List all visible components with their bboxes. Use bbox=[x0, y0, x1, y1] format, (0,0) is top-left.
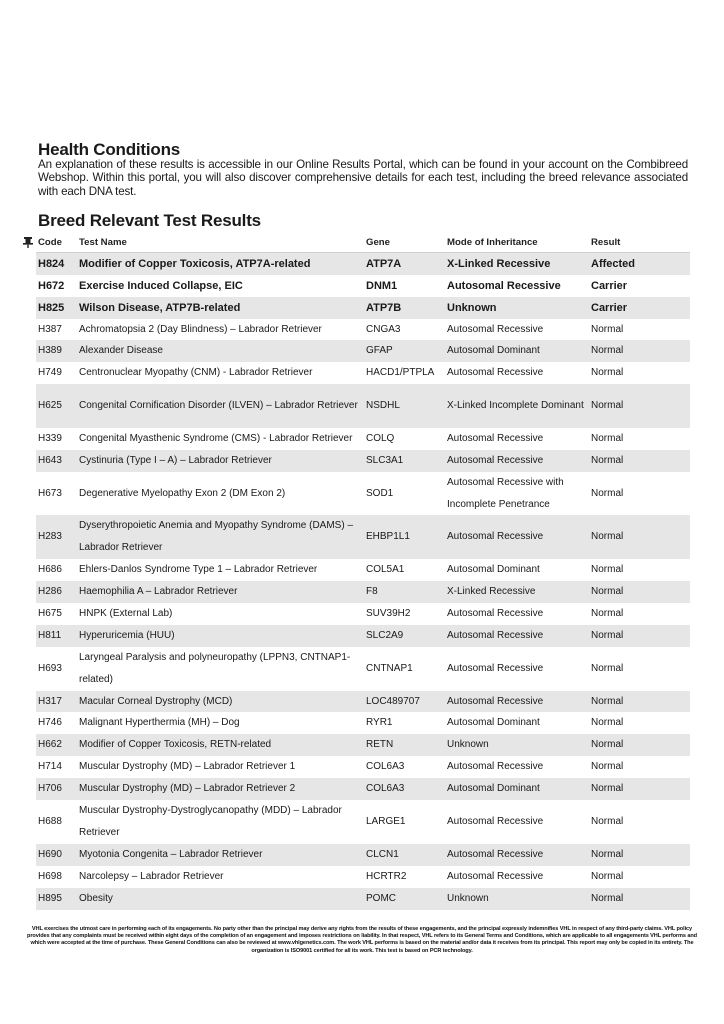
cell-gene: RETN bbox=[366, 739, 394, 750]
table-row bbox=[36, 625, 690, 647]
cell-gene: POMC bbox=[366, 893, 396, 904]
cell-result: Normal bbox=[591, 433, 624, 444]
cell-gene: LOC489707 bbox=[366, 695, 420, 707]
cell-result: Carrier bbox=[591, 302, 628, 314]
cell-test-name: Wilson Disease, ATP7B-related bbox=[79, 302, 241, 314]
cell-test-name: Centronuclear Myopathy (CNM) - Labrador Retriever bbox=[79, 367, 313, 378]
cell-result: Normal bbox=[591, 345, 624, 356]
table-row bbox=[36, 253, 690, 275]
cell-gene: SLC2A9 bbox=[366, 630, 404, 641]
cell-test-name: Muscular Dystrophy (MD) – Labrador Retriever 1 bbox=[79, 761, 296, 772]
cell-mode: Autosomal Dominant bbox=[447, 564, 540, 575]
cell-gene: GFAP bbox=[366, 345, 393, 356]
cell-code: H387 bbox=[38, 323, 62, 335]
cell-mode: X-Linked Recessive bbox=[447, 258, 551, 270]
cell-mode: Autosomal Recessive bbox=[447, 816, 544, 827]
cell-result: Normal bbox=[591, 849, 624, 860]
table-row bbox=[36, 559, 690, 581]
cell-test-name: Laryngeal Paralysis and polyneuropathy (LPPN3, CNTNAP1-related) bbox=[79, 652, 351, 685]
cell-test-name: Malignant Hyperthermia (MH) – Dog bbox=[79, 717, 240, 728]
table-row bbox=[36, 756, 690, 778]
cell-code: H825 bbox=[38, 302, 65, 314]
cell-gene: SLC3A1 bbox=[366, 455, 404, 466]
cell-mode: Autosomal Recessive bbox=[447, 455, 544, 466]
table-row bbox=[36, 581, 690, 603]
cell-result: Normal bbox=[591, 816, 624, 827]
cell-code: H662 bbox=[38, 739, 62, 750]
cell-code: H643 bbox=[38, 455, 62, 466]
table-row bbox=[36, 866, 690, 888]
cell-mode: Autosomal Recessive with Incomplete Penetrance bbox=[447, 476, 564, 510]
cell-gene: EHBP1L1 bbox=[366, 531, 410, 542]
cell-result: Normal bbox=[591, 871, 624, 882]
cell-gene: DNM1 bbox=[366, 280, 398, 292]
cell-test-name: Muscular Dystrophy (MD) – Labrador Retriever 2 bbox=[79, 783, 296, 794]
cell-code: H339 bbox=[38, 433, 62, 444]
cell-result: Normal bbox=[591, 717, 624, 728]
cell-test-name: Cystinuria (Type I – A) – Labrador Retriever bbox=[79, 455, 272, 466]
cell-mode: Autosomal Recessive bbox=[447, 849, 544, 860]
col-header-test-name: Test Name bbox=[79, 237, 127, 248]
cell-test-name: Obesity bbox=[79, 893, 113, 904]
table-row bbox=[36, 778, 690, 800]
cell-result: Normal bbox=[591, 323, 624, 335]
table-row bbox=[36, 603, 690, 625]
cell-gene: COL5A1 bbox=[366, 564, 405, 575]
results-table bbox=[36, 234, 690, 910]
cell-gene: COL6A3 bbox=[366, 761, 405, 772]
cell-code: H317 bbox=[38, 695, 62, 707]
cell-gene: ATP7B bbox=[366, 302, 402, 314]
cell-result: Normal bbox=[591, 783, 624, 794]
cell-mode: Autosomal Recessive bbox=[447, 630, 544, 641]
cell-test-name: Modifier of Copper Toxicosis, RETN-related bbox=[79, 739, 272, 750]
cell-test-name: Exercise Induced Collapse, EIC bbox=[79, 280, 243, 292]
cell-code: H706 bbox=[38, 783, 62, 794]
col-header-gene: Gene bbox=[366, 237, 390, 248]
cell-result: Normal bbox=[591, 893, 624, 904]
cell-mode: Autosomal Recessive bbox=[447, 871, 544, 882]
cell-test-name: Modifier of Copper Toxicosis, ATP7A-related bbox=[79, 258, 311, 270]
cell-result: Normal bbox=[591, 663, 624, 674]
cell-mode: X-Linked Incomplete Dominant bbox=[447, 400, 584, 411]
col-header-mode: Mode of Inheritance bbox=[447, 237, 538, 248]
cell-test-name: Ehlers-Danlos Syndrome Type 1 – Labrador Retriever bbox=[79, 564, 318, 575]
cell-test-name: Congenital Cornification Disorder (ILVEN) – Labrador Retriever bbox=[79, 400, 358, 411]
cell-gene: RYR1 bbox=[366, 717, 393, 728]
table-body bbox=[36, 253, 690, 910]
cell-test-name: HNPK (External Lab) bbox=[79, 608, 173, 619]
breed-results-title: Breed Relevant Test Results bbox=[38, 211, 261, 230]
table-row bbox=[36, 297, 690, 319]
cell-result: Normal bbox=[591, 531, 624, 542]
cell-mode: Unknown bbox=[447, 893, 489, 904]
cell-mode: Autosomal Recessive bbox=[447, 608, 544, 619]
cell-code: H286 bbox=[38, 586, 62, 597]
table-header bbox=[36, 234, 690, 253]
cell-test-name: Congenital Myasthenic Syndrome (CMS) - Labrador Retriever bbox=[79, 433, 353, 444]
cell-test-name: Myotonia Congenita – Labrador Retriever bbox=[79, 849, 263, 860]
cell-gene: F8 bbox=[366, 586, 378, 597]
cell-code: H686 bbox=[38, 564, 62, 575]
table-row bbox=[36, 691, 690, 712]
col-header-code: Code bbox=[38, 237, 62, 248]
cell-result: Normal bbox=[591, 630, 624, 641]
cell-code: H673 bbox=[38, 487, 62, 499]
cell-result: Affected bbox=[591, 258, 636, 270]
cell-mode: Autosomal Recessive bbox=[447, 663, 544, 674]
cell-result: Normal bbox=[591, 367, 624, 378]
cell-mode: Autosomal Recessive bbox=[447, 323, 544, 335]
table-row bbox=[36, 888, 690, 910]
cell-gene: LARGE1 bbox=[366, 816, 406, 827]
cell-gene: SOD1 bbox=[366, 487, 394, 499]
cell-mode: Unknown bbox=[447, 739, 489, 750]
table-row bbox=[36, 712, 690, 734]
cell-test-name: Alexander Disease bbox=[79, 345, 163, 356]
cell-code: H895 bbox=[38, 893, 62, 904]
table-row bbox=[36, 734, 690, 756]
cell-result: Normal bbox=[591, 739, 624, 750]
cell-result: Carrier bbox=[591, 280, 628, 292]
table-row bbox=[36, 384, 690, 428]
table-row bbox=[36, 515, 690, 559]
cell-result: Normal bbox=[591, 608, 624, 619]
cell-code: H688 bbox=[38, 816, 62, 827]
cell-code: H675 bbox=[38, 608, 62, 619]
cell-gene: HCRTR2 bbox=[366, 871, 407, 882]
cell-gene: CLCN1 bbox=[366, 849, 399, 860]
cell-gene: SUV39H2 bbox=[366, 608, 411, 619]
cell-test-name: Achromatopsia 2 (Day Blindness) – Labrador Retriever bbox=[79, 323, 322, 335]
cell-gene: CNTNAP1 bbox=[366, 663, 413, 674]
cell-test-name: Muscular Dystrophy-Dystroglycanopathy (MDD) – Labrador Retriever bbox=[79, 805, 342, 838]
cell-code: H672 bbox=[38, 280, 65, 292]
cell-code: H749 bbox=[38, 367, 62, 378]
cell-code: H746 bbox=[38, 717, 62, 728]
cell-gene: COLQ bbox=[366, 433, 395, 444]
cell-code: H690 bbox=[38, 849, 62, 860]
cell-test-name: Haemophilia A – Labrador Retriever bbox=[79, 586, 238, 597]
cell-mode: Autosomal Recessive bbox=[447, 531, 544, 542]
health-conditions-title: Health Conditions bbox=[38, 140, 181, 159]
cell-mode: Unknown bbox=[447, 302, 497, 314]
cell-result: Normal bbox=[591, 586, 624, 597]
cell-code: H698 bbox=[38, 871, 62, 882]
cell-code: H824 bbox=[38, 258, 65, 270]
cell-code: H625 bbox=[38, 400, 62, 411]
cell-mode: Autosomal Recessive bbox=[447, 761, 544, 772]
table-row bbox=[36, 362, 690, 384]
cell-mode: Autosomal Recessive bbox=[447, 280, 561, 292]
cell-mode: X-Linked Recessive bbox=[447, 586, 536, 597]
table-row bbox=[36, 800, 690, 844]
cell-result: Normal bbox=[591, 455, 624, 466]
cell-gene: CNGA3 bbox=[366, 323, 401, 335]
table-row bbox=[36, 275, 690, 297]
cell-result: Normal bbox=[591, 564, 624, 575]
cell-code: H811 bbox=[38, 630, 62, 641]
cell-test-name: Degenerative Myelopathy Exon 2 (DM Exon 2) bbox=[79, 487, 286, 499]
cell-mode: Autosomal Dominant bbox=[447, 717, 540, 728]
table-row bbox=[36, 472, 690, 515]
table-row bbox=[36, 450, 690, 472]
col-header-result: Result bbox=[591, 237, 621, 248]
cell-code: H693 bbox=[38, 663, 62, 674]
cell-gene: COL6A3 bbox=[366, 783, 405, 794]
cell-mode: Autosomal Recessive bbox=[447, 367, 544, 378]
cell-test-name: Narcolepsy – Labrador Retriever bbox=[79, 871, 224, 882]
cell-gene: ATP7A bbox=[366, 258, 402, 270]
cell-mode: Autosomal Recessive bbox=[447, 695, 544, 707]
cell-gene: HACD1/PTPLA bbox=[366, 367, 435, 378]
cell-code: H283 bbox=[38, 531, 62, 542]
cell-code: H714 bbox=[38, 761, 62, 772]
cell-result: Normal bbox=[591, 400, 624, 411]
health-conditions-intro: An explanation of these results is accessible in our Online Results Portal, which can be found in your account on the Combibreed Webshop. Within this portal, you will also discover comprehensive details for each test, including the breed relevance associated with each DNA test. bbox=[38, 158, 688, 198]
table-row bbox=[36, 340, 690, 362]
cell-result: Normal bbox=[591, 695, 624, 707]
cell-result: Normal bbox=[591, 761, 624, 772]
cell-test-name: Dyserythropoietic Anemia and Myopathy Syndrome (DAMS) – Labrador Retriever bbox=[79, 520, 354, 553]
cell-gene: NSDHL bbox=[366, 400, 400, 411]
cell-mode: Autosomal Recessive bbox=[447, 433, 544, 444]
cell-mode: Autosomal Dominant bbox=[447, 345, 540, 356]
cell-test-name: Hyperuricemia (HUU) bbox=[79, 630, 175, 641]
cell-result: Normal bbox=[591, 487, 624, 499]
table-row bbox=[36, 844, 690, 866]
table-row bbox=[36, 647, 690, 691]
cell-code: H389 bbox=[38, 345, 62, 356]
table-row bbox=[36, 319, 690, 340]
cell-mode: Autosomal Dominant bbox=[447, 783, 540, 794]
table-row bbox=[36, 428, 690, 450]
footer-disclaimer: VHL exercises the utmost care in performing each of its engagements. No party other than the principal may derive any rights from the results of these engagements, and the principal expressly indemnifies VHL in respect of any third-party claims. VHL policy provides that any complaints must be received within eight days of the completion of an engagement and imposes restrictions on liability. In that respect, VHL refers to its General Terms and Conditions, which are applicable to all engagements VHL performs and which were accepted at the time of purchase. These General Conditions can also be reviewed at www.vhlgenetics.com. The work VHL performs is based on the material and/or data it receives from its principal. This report may only be copied in its entirety. The organization is ISO9001 certified for all its work. This test is based on PCR technology. bbox=[27, 926, 697, 954]
pushpin-icon[interactable] bbox=[22, 236, 34, 248]
cell-test-name: Macular Corneal Dystrophy (MCD) bbox=[79, 695, 233, 707]
